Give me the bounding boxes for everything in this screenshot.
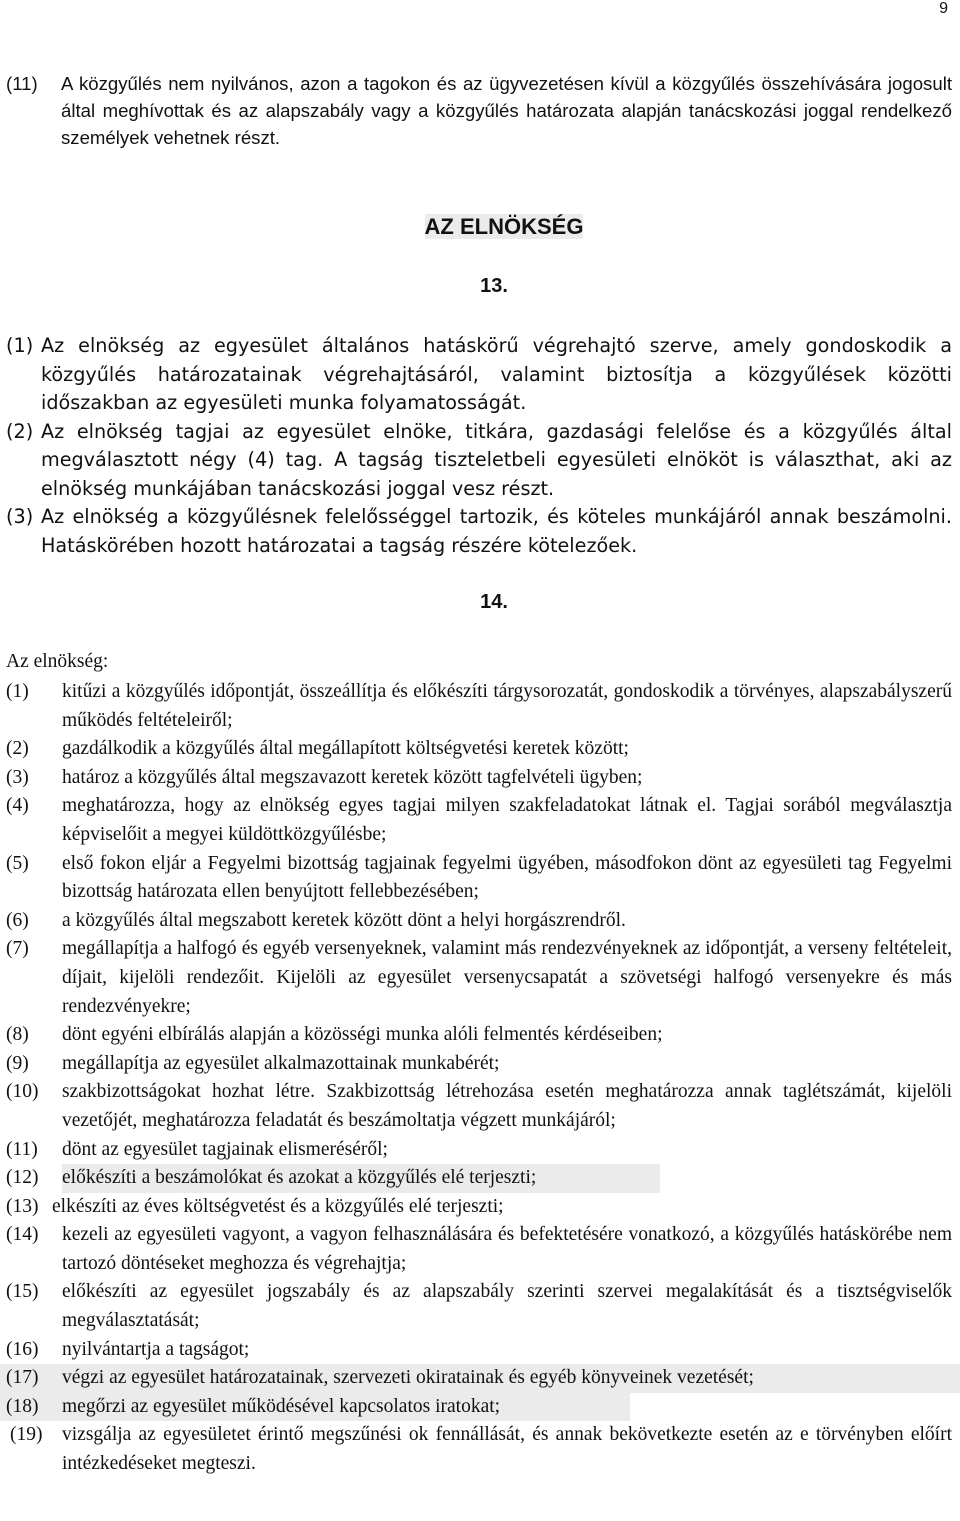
section-14-item xyxy=(0,678,960,735)
item-text: dönt egyéni elbírálás alapján a közösségi munka alóli felmentés kérdéseiben; xyxy=(62,1024,663,1046)
section-14-item xyxy=(0,1050,960,1079)
item-label: (11) xyxy=(6,1138,38,1160)
item-label: (8) xyxy=(6,1024,29,1046)
section-13-title: 13. xyxy=(480,275,508,297)
item-text: vizsgálja az egyesületet érintő megszűnési ok fennállását, és annak bekövetkezte esetén az e törvényben előírt intézkedéseket megteszi. xyxy=(62,1424,952,1475)
section-14-item xyxy=(0,792,960,849)
item-text: meghatározza, hogy az elnökség egyes tagjai milyen szakfeladatokat látnak el. Tagjai sorából megválasztja képviselőit a megyei küldöttközgyűlésbe; xyxy=(62,795,952,845)
item-text: végzi az egyesület határozatainak, szervezeti okiratainak és egyéb könyveinek vezetését; xyxy=(62,1367,754,1389)
section-14-item xyxy=(0,1421,960,1478)
item-label: (15) xyxy=(6,1281,39,1303)
item-text: megőrzi az egyesület működésével kapcsolatos iratokat; xyxy=(62,1395,501,1417)
item-text: Az elnökség tagjai az egyesület elnöke, titkára, gazdasági felelőse és a közgyűlés által megválasztott négy (4) tag. A tagság tiszteletbeli egyesületi elnököt is választhat, aki az elnökség munkájában tanácskozási joggal vesz részt. xyxy=(41,419,952,500)
item-label: (4) xyxy=(6,795,29,817)
item-label: (17) xyxy=(6,1367,39,1389)
section-13-list xyxy=(0,332,960,560)
item-label: (10) xyxy=(6,1081,39,1103)
item-label: (5) xyxy=(6,852,29,874)
item-text: határoz a közgyűlés által megszavazott keretek között tagfelvételi ügyben; xyxy=(62,766,643,788)
section-14-intro: Az elnökség: xyxy=(6,651,109,672)
item-text: kezeli az egyesületi vagyont, a vagyon felhasználására és befektetésére vonatkozó, a közgyűlés hatáskörébe nem tartozó döntéseket meghozza és végrehajtja; xyxy=(62,1224,952,1274)
section-13-item xyxy=(0,418,960,504)
section-14-item xyxy=(0,764,960,793)
section-14-item xyxy=(0,1393,630,1422)
article-11-paragraph xyxy=(0,70,960,151)
section-14-item xyxy=(0,1193,960,1222)
item-label: (9) xyxy=(6,1052,29,1074)
item-text: a közgyűlés által megszabott keretek között dönt a helyi horgászrendről. xyxy=(62,909,626,931)
item-label: (3) xyxy=(6,766,29,788)
section-heading xyxy=(24,214,960,240)
item-text: első fokon eljár a Fegyelmi bizottság tagjainak fegyelmi ügyében, másodfokon dönt az egyesületi tag Fegyelmi bizottság határozata ellen benyújtott fellebbezésében; xyxy=(62,852,952,903)
item-label: (14) xyxy=(6,1224,39,1246)
item-text: szakbizottságokat hozhat létre. Szakbizottság létrehozása esetén meghatározza annak taglétszámát, kijelöli vezetőjét, meghatározza feladatát és beszámoltatja végzett munkájáról; xyxy=(62,1081,952,1131)
item-text: megállapítja a halfogó és egyéb versenyeknek, valamint más rendezvényeknek az időpontját, a verseny feltételeit, díjait, kijelöli rendezőit. Kijelöli az egyesület versenycsapatát a szövetségi halfogó versenyekre és más rendezvényekre; xyxy=(62,938,952,1017)
item-label: (3) xyxy=(6,505,34,528)
section-14-item xyxy=(0,1136,960,1165)
item-text: Az elnökség az egyesület általános hatáskörű végrehajtó szerve, amely gondoskodik a közgyűlés határozatainak végrehajtásáról, valamint biztosítja a közgyűlések közötti időszakban az egyesületi munka folyamatosságát. xyxy=(41,334,952,414)
item-text: előkészíti az egyesület jogszabály és az alapszabály szerinti szervei megalakítását és a tisztségviselők megválasztatását; xyxy=(62,1281,952,1332)
section-14-item xyxy=(0,1078,960,1135)
section-13-item xyxy=(0,332,960,418)
section-14-item xyxy=(0,907,960,936)
section-14-list xyxy=(0,678,960,1479)
section-14-item xyxy=(0,850,960,907)
section-14-title: 14. xyxy=(480,591,508,613)
item-label: (1) xyxy=(6,334,34,357)
section-14-item xyxy=(0,1221,960,1278)
section-14-item xyxy=(0,1278,960,1335)
item-label: (6) xyxy=(6,909,29,931)
item-label: (2) xyxy=(6,419,34,443)
section-14-item xyxy=(0,1021,960,1050)
item-label: (16) xyxy=(6,1338,39,1360)
item-label: (19) xyxy=(10,1424,43,1446)
article-11-text: A közgyűlés nem nyilvános, azon a tagokon és az ügyvezetésen kívül a közgyűlés összehívására jogosult által meghívottak és az alapszabály vagy a közgyűlés határozata alapján tanácskozási joggal rendelkező személyek vehetnek részt. xyxy=(61,73,952,148)
item-label: (1) xyxy=(6,681,29,702)
item-text: Az elnökség a közgyűlésnek felelősséggel tartozik, és köteles munkájáról annak beszámolni. Hatáskörében hozott határozatai a tagság részére kötelezőek. xyxy=(41,505,952,557)
item-text: előkészíti a beszámolókat és azokat a közgyűlés elé terjeszti; xyxy=(62,1164,660,1193)
item-text: nyilvántartja a tagságot; xyxy=(62,1338,250,1360)
section-heading-text: AZ ELNÖKSÉG xyxy=(424,214,584,239)
section-13-item xyxy=(0,503,960,560)
item-label: (12) xyxy=(6,1167,39,1189)
item-label: (18) xyxy=(6,1395,39,1417)
item-text: gazdálkodik a közgyűlés által megállapított költségvetési keretek között; xyxy=(62,738,629,760)
section-14-item xyxy=(0,1164,668,1193)
item-text: dönt az egyesület tagjainak elismeréséről; xyxy=(62,1138,388,1160)
section-14-item xyxy=(0,1336,960,1365)
article-11-item xyxy=(0,70,960,151)
section-14-item xyxy=(0,935,960,1021)
item-text: elkészíti az éves költségvetést és a közgyűlés elé terjeszti; xyxy=(52,1195,504,1217)
section-14-item xyxy=(0,735,960,764)
item-text: kitűzi a közgyűlés időpontját, összeállítja és előkészíti tárgysorozatát, gondoskodik a törvényes, alapszabályszerű működés feltételeiről; xyxy=(62,681,952,731)
item-label: (13) xyxy=(6,1195,39,1217)
page-number: 9 xyxy=(939,0,948,17)
item-text: megállapítja az egyesület alkalmazottainak munkabérét; xyxy=(62,1052,500,1074)
item-label: (2) xyxy=(6,738,29,760)
item-label: (7) xyxy=(6,938,29,960)
article-11-label: (11) xyxy=(6,73,38,94)
section-14-item xyxy=(0,1364,960,1393)
